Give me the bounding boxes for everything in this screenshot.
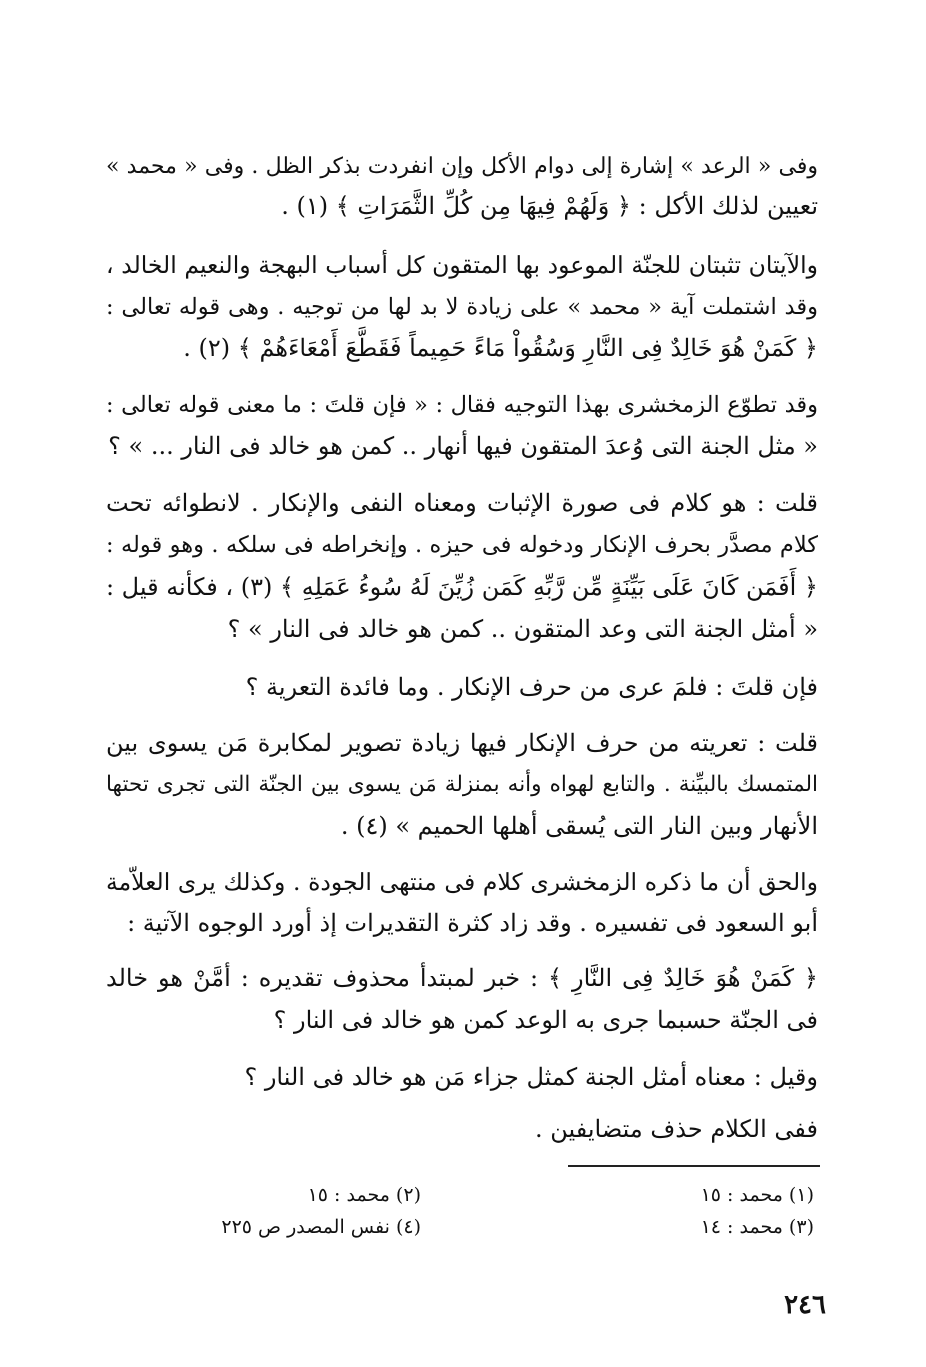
text-line: ﴿ كَمَنْ هُوَ خَالِدٌ فِى النَّارِ وَسُقُواْ مَاءً حَمِيماً فَقَطَّعَ أَمْعَاءَهُمْ ﴾ (٢) . bbox=[183, 334, 818, 362]
text-line: وفى « الرعد » إشارة إلى دوام الأكل وإن انفردت بذكر الظل . وفى « محمد » bbox=[106, 154, 818, 179]
text-line: ﴿ كَمَنْ هُوَ خَالِدٌ فِى النَّارِ ﴾ : خبر لمبتدأ محذوف تقديره : أمَّنْ هو خالد bbox=[106, 964, 818, 992]
text-line: قلت : هو كلام فى صورة الإثبات ومعناه النفى والإنكار . لانطوائه تحت bbox=[106, 489, 818, 517]
text-line: ﴿ أَفَمَن كَانَ عَلَى بَيِّنَةٍ مِّن رَّبِّهِ كَمَن زُيِّنَ لَهُ سُوءُ عَمَلِهِ ﴾ (٣) ، فكأنه قيل : bbox=[105, 573, 818, 601]
footnote-separator bbox=[568, 1165, 820, 1167]
text-line: والآيتان تثبتان للجنّة الموعود بها المتقون كل أسباب البهجة والنعيم الخالد ، bbox=[106, 251, 818, 279]
text-line: قلت : تعريته من حرف الإنكار فيها زيادة تصوير لمكابرة مَن يسوى بين bbox=[106, 729, 818, 757]
text-line: وقد تطوّع الزمخشرى بهذا التوجيه فقال : « فإن قلتَ : ما معنى قوله تعالى : bbox=[106, 392, 818, 418]
footnote: (٤) نفس المصدر ص ٢٢٥ bbox=[221, 1216, 421, 1238]
footnote: (٢) محمد : ١٥ bbox=[307, 1184, 421, 1206]
footnote: (٣) محمد : ١٤ bbox=[700, 1216, 814, 1238]
text-line: ففى الكلام حذف متضايفين . bbox=[534, 1115, 818, 1143]
text-line: الأنهار وبين النار التى يُسقى أهلها الحميم » (٤) . bbox=[340, 812, 818, 840]
text-line: وقد اشتملت آية « محمد » على زيادة لا بد لها من توجيه . وهى قوله تعالى : bbox=[106, 294, 818, 320]
text-line: أبو السعود فى تفسيره . وقد زاد كثرة التقديرات إذ أورد الوجوه الآتية : bbox=[127, 909, 818, 937]
text-line: المتمسك بالبيِّنة . والتابع لهواه وأنه بمنزلة مَن يسوى بين الجنّة التى تجرى تحتها bbox=[106, 772, 818, 797]
page-number: ٢٤٦ bbox=[784, 1290, 826, 1320]
text-line: فى الجنّة حسبما جرى به الوعد كمن هو خالد فى النار ؟ bbox=[273, 1006, 818, 1034]
footnote: (١) محمد : ١٥ bbox=[700, 1184, 814, 1206]
text-line: فإن قلتَ : فلمَ عرى من حرف الإنكار . وما فائدة التعرية ؟ bbox=[245, 673, 818, 701]
text-line: وقيل : معناه أمثل الجنة كمثل جزاء مَن هو خالد فى النار ؟ bbox=[244, 1063, 818, 1091]
text-line: « مثل الجنة التى وُعدَ المتقون فيها أنهار .. كمن هو خالد فى النار ... » ؟ bbox=[108, 432, 818, 460]
text-line: تعيين لذلك الأكل : ﴿ وَلَهُمْ فِيهَا مِن كُلِّ الثَّمَرَاتِ ﴾ (١) . bbox=[281, 192, 818, 220]
text-line: والحق أن ما ذكره الزمخشرى كلام فى منتهى الجودة . وكذلك يرى العلاّمة bbox=[106, 868, 818, 896]
text-line: كلام مصدَّر بحرف الإنكار ودخوله فى حيزه . وإنخراطه فى سلكه . وهو قوله : bbox=[106, 532, 818, 558]
text-line: « أمثل الجنة التى وعد المتقون .. كمن هو خالد فى النار » ؟ bbox=[227, 615, 818, 643]
